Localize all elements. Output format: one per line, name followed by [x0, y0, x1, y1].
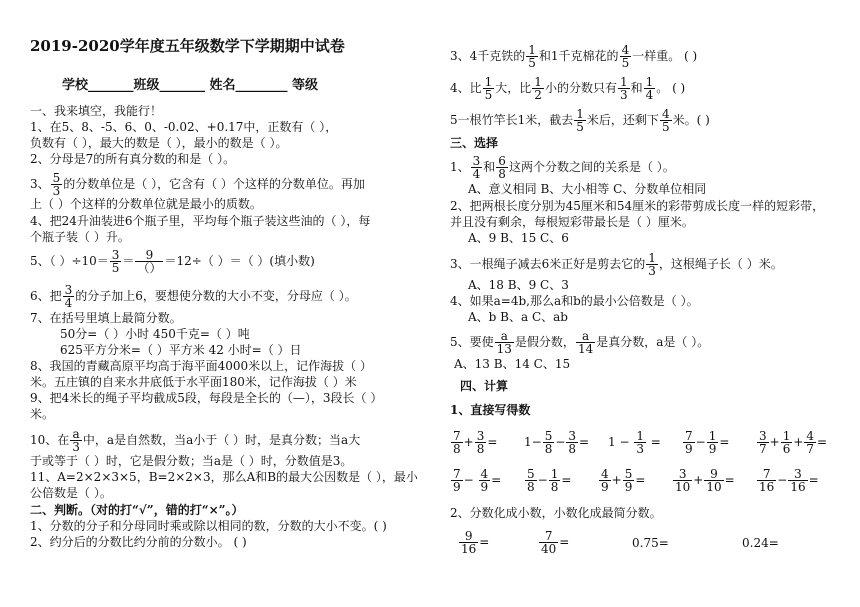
fraction: $\frac{5}{3}$	[52, 171, 61, 198]
fraction: $\frac{6}{8}$	[498, 154, 506, 181]
choice-q1: 1、 $\frac{3}{4}$ 和 $\frac{6}{8}$ 这两个分数之间的关系是（ ）。	[450, 154, 675, 181]
fraction: $\frac{3}{4}$	[64, 283, 73, 310]
fraction: $\frac{1}{5}$	[528, 43, 536, 70]
judge-q2: 2、约分后的分数比约分前的分数小。 ( )	[30, 535, 247, 549]
q11-line2: 公倍数是（ ）。	[30, 486, 112, 500]
choice-q4: 4、如果a=4b,那么a和b的最小公倍数是（ ）。	[450, 294, 699, 308]
fraction: $\frac{a}{13}$	[496, 329, 512, 356]
fraction: $\frac{4}{5}$	[661, 107, 670, 134]
fraction: $\frac{a}{14}$	[577, 329, 594, 356]
q6: 6、把 $\frac{3}{4}$ 的分子加上6，要想使分数的大小不变，分母应（ ）。	[30, 283, 357, 310]
calc-item: $\frac{7}{16}$ − $\frac{3}{16}$ =	[759, 467, 819, 494]
q2: 2、分母是7的所有真分数的和是（ ）。	[30, 152, 236, 166]
section-2-heading: 二、判断。（对的打“√”，错的打“×”。）	[30, 503, 244, 517]
section-4-heading: 四、计算	[460, 379, 509, 393]
q5: 5、（ ）÷10＝ $\frac{3}{5}$ ＝ 9 （） ＝12÷（ ）＝（ ）(填小数)	[30, 248, 315, 275]
judge-q5: 5一根竹竿长1米，截去 $\frac{1}{5}$ 米后，还剩下 $\frac{4}{5}$ 米。( )	[450, 107, 710, 134]
choice-q5: 5、要使 $\frac{a}{13}$ 是假分数， $\frac{a}{14}$ 是真分数，a是（ ）。	[450, 329, 710, 356]
fraction: $\frac{4}{5}$	[621, 43, 630, 70]
q11-line1: 11、A=2×2×3×5，B=2×2×3，那么A和B的最大公因数是（ ），最小	[30, 470, 418, 484]
calc-item: $\frac{3}{10}$ + $\frac{9}{10}$ =	[675, 467, 735, 494]
calc-item: $\frac{7}{9}$ − $\frac{1}{9}$ =	[685, 429, 730, 456]
q8-line1: 8、我国的青藏高原平均高于海平面4000米以上，记作海拔（ ）	[30, 359, 372, 373]
section-3-heading: 三、选择	[450, 136, 499, 150]
fraction: $\frac{1}{3}$	[619, 75, 628, 102]
convert-item: 0.75=	[632, 536, 669, 550]
fraction: $\frac{3}{4}$	[472, 154, 481, 181]
page-title: 2019-2020学年度五年级数学下学期期中试卷	[30, 37, 345, 55]
choice-q4-options: A、b B、a C、ab	[468, 310, 568, 324]
choice-q2-options: A、9 B、15 C、6	[468, 231, 569, 245]
calc-subheading-2: 2、分数化成小数，小数化成最简分数。	[450, 506, 662, 520]
judge-q3: 3、4千克铁的 $\frac{1}{5}$ 和1千克棉花的 $\frac{4}{5}$ 一样重。 ( )	[450, 43, 698, 70]
calc-subheading-1: 1、直接写得数	[450, 403, 531, 417]
choice-q2-line2: 并且没有剩余，每根短彩带最长是（ ）厘米。	[450, 215, 694, 229]
fraction: $\frac{1}{4}$	[645, 75, 654, 102]
q4-line1: 4、把24升油装进6个瓶子里，平均每个瓶子装这些油的（ ），每	[30, 214, 371, 228]
calc-item: 1− $\frac{5}{8}$ − $\frac{3}{8}$ =	[524, 429, 590, 456]
calc-item: 1 − $\frac{1}{3}$ =	[608, 429, 661, 456]
q7-line1: 50分=（ ）小时 450千克=（ ）吨	[60, 327, 250, 341]
fraction: $\frac{3}{5}$	[111, 248, 120, 275]
q10-line1: 10、在 $\frac{a}{3}$ 中，a是自然数，当a小于（ ）时，是真分数；当a大	[30, 427, 361, 454]
choice-q2-line1: 2、把两根长度分别为45厘米和54厘米的彩带剪成长度一样的短彩带，	[450, 199, 825, 213]
q8-line2: 米。五庄镇的自来水井底低于水平面180米，记作海拔（ ）米	[30, 375, 357, 389]
q3-line2: 上（ ）个这样的分数单位就是最小的质数。	[30, 197, 262, 211]
q10-line2: 于或等于（ ）时，它是假分数；当a是（ ）时，分数值是3。	[30, 454, 353, 468]
student-info: 学校_______班级_______ 姓名________ 等级	[62, 78, 319, 93]
fraction: $\frac{1}{2}$	[534, 75, 542, 102]
q4-line2: 个瓶子装（ ）升。	[30, 230, 130, 244]
q3-line1: 3、 $\frac{5}{3}$ 的分数单位是（ ），它含有（ ）个这样的分数单位。再加	[30, 171, 365, 198]
fraction: $\frac{a}{3}$	[72, 427, 80, 454]
calc-item: $\frac{4}{9}$ + $\frac{5}{9}$ =	[601, 467, 646, 494]
convert-item: 0.24=	[742, 536, 779, 550]
calc-item: $\frac{3}{7}$ + $\frac{1}{6}$ + $\frac{4}{7}$ =	[759, 429, 828, 456]
choice-q5-options: A、13 B、14 C、15	[454, 357, 571, 371]
section-1-heading: 一、我来填空，我能行！	[30, 104, 163, 118]
choice-q3: 3、一根绳子减去6米正好是剪去它的 $\frac{1}{3}$ ，这根绳子长（ ）米。	[450, 251, 783, 278]
q9-line1: 9、把4米长的绳子平均截成5段，每段是全长的（—），3段长（ ）	[30, 391, 383, 405]
calc-item: $\frac{7}{9}$ − $\frac{4}{9}$ =	[453, 467, 502, 494]
q7: 7、在括号里填上最简分数。	[30, 311, 182, 325]
calc-item: $\frac{7}{8}$ + $\frac{3}{8}$ =	[453, 429, 498, 456]
q9-line2: 米。	[30, 407, 55, 421]
judge-q4: 4、比 $\frac{1}{5}$ 大，比 $\frac{1}{2}$ 小的分数只有 $\frac{1}{3}$ 和 $\frac{1}{4}$ 。 ( )	[450, 75, 686, 102]
calc-item: $\frac{5}{8}$ − $\frac{1}{8}$ =	[527, 467, 572, 494]
choice-q1-options: A、意义相同 B、大小相等 C、分数单位相同	[468, 182, 707, 196]
convert-item: $\frac{7}{40}$ =	[541, 529, 570, 556]
fraction: 9 （）	[137, 248, 162, 275]
fraction: $\frac{1}{5}$	[484, 75, 493, 102]
convert-item: $\frac{9}{16}$ =	[461, 529, 490, 556]
q7-line2: 625平方分米=（ ）平方米 42 小时=（ ）日	[60, 343, 302, 357]
judge-q1: 1、分数的分子和分母同时乘或除以相同的数，分数的大小不变。( )	[30, 519, 387, 533]
fraction: $\frac{1}{5}$	[576, 107, 584, 134]
fraction: $\frac{1}{3}$	[648, 251, 656, 278]
q1-line1: 1、在5、8、-5、6、0、-0.02、+0.17中，正数有（ ），	[30, 120, 338, 134]
q1-line2: 负数有（ ），最大的数是（ ），最小的数是（ ）。	[30, 136, 288, 150]
choice-q3-options: A、18 B、9 C、3	[468, 278, 569, 292]
